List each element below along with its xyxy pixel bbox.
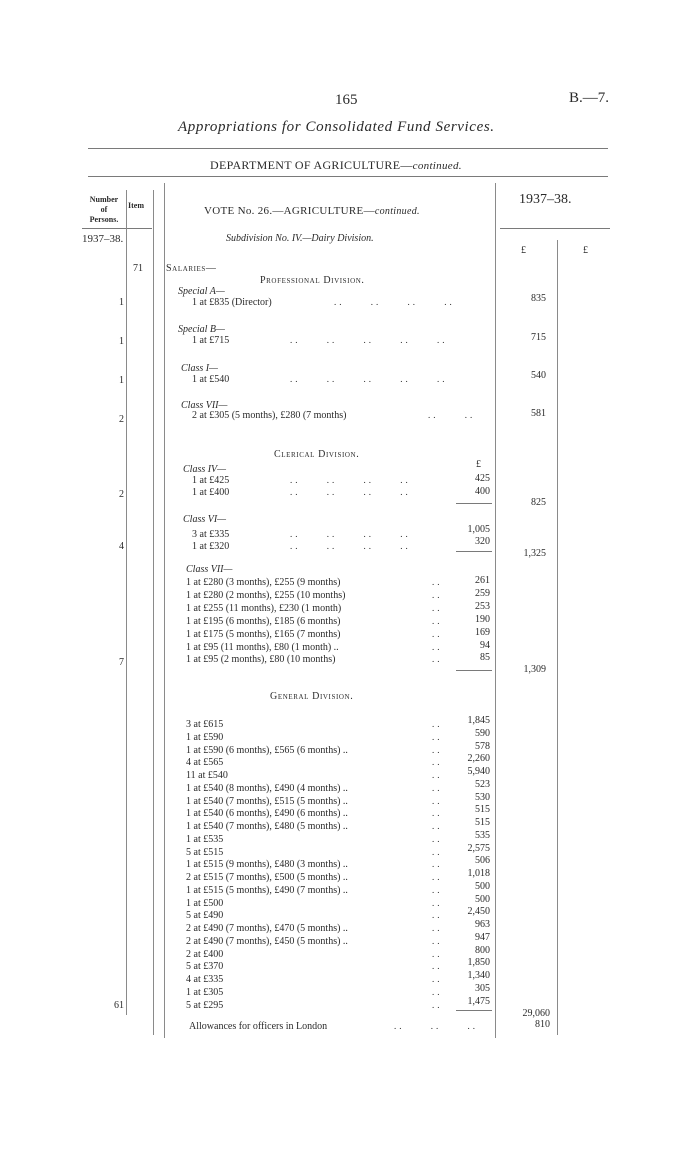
salary-line: 1 at £835 (Director): [192, 297, 272, 308]
vote-title: VOTE No. 26.—AGRICULTURE—continued.: [204, 205, 420, 217]
leader-dots: ..: [432, 757, 443, 768]
line-amount: 5,940: [467, 766, 490, 777]
leader-dots: .. .. .. ..: [290, 487, 411, 497]
salary-line: 1 at £305: [186, 986, 224, 998]
column-divider-totals: [557, 240, 558, 1035]
leader-dots: ..: [432, 948, 443, 959]
leader-dots: ..: [432, 859, 443, 870]
line-amount: 2,260: [467, 753, 490, 765]
leader-dots: ..: [432, 641, 443, 652]
pound-symbol: £: [521, 245, 526, 256]
leader-dots: ..: [432, 615, 443, 626]
line-amount: 85: [480, 652, 490, 664]
amount: 581: [531, 408, 546, 419]
leader-dots: .. .. .. .. ..: [290, 374, 448, 384]
leader-dots: ..: [432, 589, 443, 600]
pound-symbol: £: [583, 245, 588, 256]
line-amount: 500: [475, 893, 490, 905]
persons-count: 1: [119, 336, 124, 347]
leader-dots: ..: [432, 910, 443, 921]
persons-count: 2: [119, 414, 124, 425]
persons-count: 4: [119, 541, 124, 552]
year-header-left: 1937–38.: [82, 233, 124, 245]
line-amount: 523: [475, 778, 490, 790]
leader-dots: ..: [432, 577, 443, 587]
leader-dots: ..: [432, 808, 443, 819]
leader-dots: ..: [432, 731, 443, 742]
line-amount: 506: [475, 855, 490, 867]
line-amount: 500: [475, 880, 490, 892]
leader-dots: .. ..: [428, 410, 476, 420]
line-amount: 535: [475, 829, 490, 841]
subtotal-rule: [456, 670, 492, 671]
subdivision-title: Subdivision No. IV.—Dairy Division.: [226, 233, 374, 244]
line-amount: 190: [475, 613, 490, 625]
leader-dots: ..: [432, 744, 443, 755]
salary-line: 1 at £195 (6 months), £185 (6 months): [186, 615, 341, 627]
amount: 810: [535, 1019, 550, 1030]
department-heading: DEPARTMENT OF AGRICULTURE—continued.: [210, 158, 462, 172]
general-division-heading: General Division.: [270, 691, 354, 702]
salary-line: 1 at £540 (6 months), £490 (6 months) ..: [186, 808, 348, 820]
line-amount: 305: [475, 982, 490, 994]
salary-line: 4 at £565: [186, 757, 224, 769]
page-number: 165: [335, 92, 358, 108]
leader-dots: ..: [432, 961, 443, 972]
line-amount: 530: [475, 791, 490, 803]
salary-line: 1 at £95 (11 months), £80 (1 month) ..: [186, 641, 339, 653]
leader-dots: ..: [432, 833, 443, 844]
salary-line: 1 at £425: [192, 475, 230, 486]
leader-dots: ..: [432, 986, 443, 997]
amount: 29,060: [522, 1008, 550, 1019]
persons-count: 61: [114, 1000, 124, 1011]
subtotal-rule: [456, 1010, 492, 1011]
salary-line: 1 at £515 (5 months), £490 (7 months) ..: [186, 884, 348, 896]
column-header-rule: [82, 228, 152, 229]
line-amount: 320: [475, 536, 490, 547]
column-divider-persons: [126, 190, 127, 1015]
salary-line: 1 at £590: [186, 731, 224, 743]
salary-line: 1 at £175 (5 months), £165 (7 months): [186, 628, 341, 640]
page-title: Appropriations for Consolidated Fund Services.: [178, 119, 495, 135]
line-amount: 1,340: [467, 970, 490, 981]
salary-line: 1 at £540: [192, 374, 230, 385]
class-label: Class IV—: [183, 464, 227, 475]
salary-line: 1 at £590 (6 months), £565 (6 months) ..: [186, 744, 348, 756]
leader-dots: ..: [432, 628, 443, 639]
salary-line: 1 at £715: [192, 335, 230, 346]
column-divider-body: [164, 183, 165, 1038]
column-header-rule-right: [500, 228, 610, 229]
line-amount: 169: [475, 626, 490, 638]
salary-line: 1 at £540 (7 months), £480 (5 months) ..: [186, 821, 348, 832]
leader-dots: ..: [432, 782, 443, 793]
salary-line: 5 at £490: [186, 910, 224, 922]
line-amount: 590: [475, 727, 490, 739]
leader-dots: ..: [432, 923, 443, 933]
salary-line: 1 at £535: [186, 833, 224, 845]
line-amount: 2,575: [467, 842, 490, 854]
salary-line: 3 at £335: [192, 529, 230, 540]
line-amount: 800: [475, 944, 490, 956]
allowances-line: Allowances for officers in London: [189, 1021, 328, 1032]
line-amount: 400: [475, 486, 490, 497]
column-divider-item: [153, 190, 154, 1035]
line-amount: 515: [475, 817, 490, 828]
amount: 825: [531, 497, 546, 508]
line-amount: 963: [475, 919, 490, 930]
subtotal-rule: [456, 551, 492, 552]
leader-dots: ..: [432, 974, 443, 984]
class-label: Class VI—: [183, 514, 227, 525]
salary-line: 1 at £400: [192, 487, 230, 498]
salary-line: 2 at £515 (7 months), £500 (5 months) ..: [186, 872, 348, 883]
document-reference: B.—7.: [569, 90, 610, 106]
line-amount: 253: [475, 600, 490, 612]
class-label: Special B—: [178, 324, 225, 335]
salary-line: 4 at £335: [186, 974, 224, 985]
leader-dots: .. .. .. ..: [290, 529, 411, 539]
salary-line: 5 at £295: [186, 999, 224, 1011]
salary-line: 1 at £540 (8 months), £490 (4 months) ..: [186, 782, 348, 794]
line-amount: 1,850: [467, 957, 490, 969]
leader-dots: .. .. .. .. ..: [290, 335, 448, 345]
line-amount: 261: [475, 575, 490, 586]
leader-dots: .. .. .. ..: [290, 541, 411, 551]
line-amount: 1,475: [467, 995, 490, 1007]
salary-line: 2 at £490 (7 months), £450 (5 months) ..: [186, 935, 348, 947]
title-rule: [88, 148, 608, 149]
professional-division-heading: Professional Division.: [260, 275, 365, 286]
subtotal-rule: [456, 503, 492, 504]
persons-count: 1: [119, 297, 124, 308]
item-header: Item: [128, 201, 144, 210]
number-of-persons-header: Number of Persons.: [89, 195, 119, 224]
clerical-division-heading: Clerical Division.: [274, 449, 360, 460]
salary-line: 5 at £370: [186, 961, 224, 973]
salary-line: 5 at £515: [186, 846, 224, 858]
salary-line: 1 at £540 (7 months), £515 (5 months) ..: [186, 795, 348, 807]
line-amount: 947: [475, 931, 490, 943]
salary-line: 11 at £540: [186, 770, 228, 781]
amount: 1,309: [523, 664, 546, 675]
persons-count: 2: [119, 489, 124, 500]
leader-dots: ..: [432, 884, 443, 895]
leader-dots: ..: [432, 770, 443, 780]
column-divider-amounts: [495, 183, 496, 1038]
line-amount: 1,018: [467, 868, 490, 879]
salary-line: 1 at £280 (2 months), £255 (10 months): [186, 589, 346, 601]
leader-dots: ..: [432, 602, 443, 613]
leader-dots: ..: [432, 795, 443, 806]
salary-line: 1 at £255 (11 months), £230 (1 month): [186, 602, 342, 614]
amount: 540: [531, 370, 546, 381]
salary-line: 1 at £320: [192, 541, 230, 552]
persons-count: 1: [119, 375, 124, 386]
salary-line: 2 at £490 (7 months), £470 (5 months) ..: [186, 923, 348, 934]
leader-dots: ..: [432, 897, 443, 908]
line-amount: 94: [480, 639, 490, 651]
amount: 835: [531, 293, 546, 304]
item-number: 71: [133, 263, 143, 274]
salary-line: 1 at £280 (3 months), £255 (9 months): [186, 577, 341, 588]
amount: 1,325: [523, 548, 546, 559]
leader-dots: .. .. .. ..: [334, 297, 455, 307]
line-amount: 1,845: [467, 715, 490, 726]
line-amount: 2,450: [467, 906, 490, 918]
line-amount: 259: [475, 587, 490, 599]
line-amount: 1,005: [467, 524, 490, 535]
class-label: Class VII—: [186, 564, 233, 575]
salary-line: 2 at £305 (5 months), £280 (7 months): [192, 410, 347, 421]
department-rule: [88, 176, 608, 177]
line-amount: 515: [475, 804, 490, 816]
leader-dots: ..: [432, 872, 443, 882]
salary-line: 2 at £400: [186, 948, 224, 960]
leader-dots: ..: [432, 719, 443, 729]
leader-dots: ..: [432, 846, 443, 857]
leader-dots: ..: [432, 999, 443, 1010]
pound-symbol: £: [476, 459, 481, 470]
leader-dots: ..: [432, 935, 443, 946]
persons-count: 7: [119, 657, 124, 668]
salary-line: 1 at £500: [186, 897, 224, 909]
year-header-right: 1937–38.: [519, 192, 572, 207]
leader-dots: .. .. .. ..: [290, 475, 411, 485]
class-label: Class I—: [181, 363, 218, 374]
salary-line: 3 at £615: [186, 719, 224, 730]
salary-line: 1 at £95 (2 months), £80 (10 months): [186, 654, 336, 666]
leader-dots: ..: [432, 654, 443, 665]
class-label: Special A—: [178, 286, 225, 297]
amount: 715: [531, 332, 546, 343]
line-amount: 425: [475, 473, 490, 484]
leader-dots: ..: [432, 821, 443, 831]
salaries-heading: Salaries—: [166, 263, 217, 274]
leader-dots: .. .. ..: [394, 1021, 478, 1031]
salary-line: 1 at £515 (9 months), £480 (3 months) ..: [186, 859, 348, 871]
class-label: Class VII—: [181, 400, 228, 411]
line-amount: 578: [475, 740, 490, 752]
